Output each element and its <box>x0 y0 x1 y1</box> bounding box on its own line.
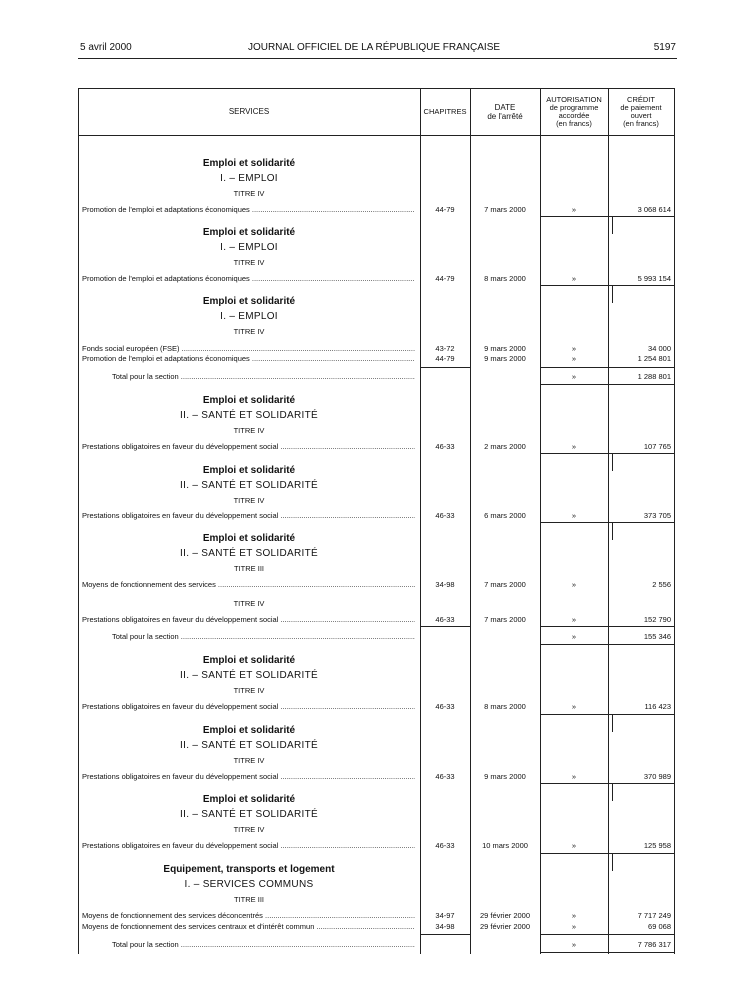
section-rule <box>540 216 675 217</box>
table-row: Prestations obligatoires en faveur du développement social ..... 46-33 2 mars 2000 » 107 765 <box>78 441 675 452</box>
section-rule <box>540 934 675 935</box>
section-heading: Emploi et solidarité II. – SANTÉ ET SOLIDARITÉ TITRE IV <box>180 725 318 765</box>
journal-title: JOURNAL OFFICIEL DE LA RÉPUBLIQUE FRANÇAISE <box>247 42 501 53</box>
table-header-border <box>78 135 675 136</box>
column-tick <box>612 714 613 732</box>
section-rule <box>540 714 675 715</box>
column-header-date: DATE de l'arrêté <box>487 102 523 121</box>
column-tick <box>612 216 613 234</box>
table-row: Prestations obligatoires en faveur du développement social ..... 46-33 9 mars 2000 » 370 989 <box>78 771 675 782</box>
table-row: Prestations obligatoires en faveur du développement social ..... 46-33 7 mars 2000 » 152 790 <box>78 614 675 625</box>
section-rule <box>540 783 675 784</box>
section-heading: Emploi et solidarité I. – EMPLOI TITRE IV <box>202 227 296 267</box>
total-rule <box>420 934 470 935</box>
column-tick <box>612 285 613 303</box>
column-header-autorisation: AUTORISATION de programme accordée (en francs) <box>546 94 602 128</box>
section-heading: Emploi et solidarité II. – SANTÉ ET SOLIDARITÉ TITRE IV <box>180 794 318 834</box>
total-row: Total pour la section ..... » 1 288 801 <box>78 371 675 382</box>
column-header-services: SERVICES <box>228 106 270 116</box>
section-rule <box>540 853 675 854</box>
section-rule <box>540 285 675 286</box>
table-row: Promotion de l'emploi et adaptations économiques ..... 44-79 9 mars 2000 » 1 254 801 <box>78 353 675 364</box>
page-date: 5 avril 2000 <box>80 42 132 53</box>
section-rule <box>540 384 675 385</box>
table-row: Prestations obligatoires en faveur du développement social ..... 46-33 10 mars 2000 » 125 958 <box>78 840 675 851</box>
page-number: 5197 <box>653 42 676 53</box>
column-divider <box>608 88 609 954</box>
total-row: Total pour la section ..... » 7 786 317 <box>78 939 675 950</box>
table-row: Moyens de fonctionnement des services ..... 34-98 7 mars 2000 » 2 556 <box>78 579 675 590</box>
table-row: Prestations obligatoires en faveur du développement social ..... 46-33 6 mars 2000 » 373 705 <box>78 510 675 521</box>
column-divider <box>420 88 421 954</box>
column-tick <box>612 522 613 540</box>
section-heading: Emploi et solidarité II. – SANTÉ ET SOLIDARITÉ TITRE IV <box>180 655 318 695</box>
column-header-chapitres: CHAPITRES <box>423 106 467 116</box>
column-tick <box>612 783 613 801</box>
section-rule <box>540 952 675 953</box>
table-row: Moyens de fonctionnement des services centraux et d'intérêt commun ..... 34-98 29 février 2000 » 69 068 <box>78 921 675 932</box>
column-divider <box>540 88 541 954</box>
column-tick <box>612 853 613 871</box>
titre-heading: TITRE IV <box>233 599 265 608</box>
table-row: Promotion de l'emploi et adaptations économiques ..... 44-79 7 mars 2000 » 3 068 614 <box>78 204 675 215</box>
table-row: Moyens de fonctionnement des services déconcentrés ..... 34-97 29 février 2000 » 7 717 249 <box>78 910 675 921</box>
total-rule <box>420 367 470 368</box>
table-row: Fonds social européen (FSE) ..... 43-72 9 mars 2000 » 34 000 <box>78 343 675 354</box>
column-header-credit: CRÉDIT de paiement ouvert (en francs) <box>620 94 662 128</box>
section-heading: Equipement, transports et logement I. – SERVICES COMMUNS TITRE III <box>163 864 335 904</box>
section-heading: Emploi et solidarité II. – SANTÉ ET SOLIDARITÉ TITRE IV <box>180 465 318 505</box>
section-heading: Emploi et solidarité II. – SANTÉ ET SOLIDARITÉ TITRE III <box>180 533 318 573</box>
section-rule <box>540 644 675 645</box>
section-heading: Emploi et solidarité I. – EMPLOI TITRE IV <box>202 296 296 336</box>
section-rule <box>540 522 675 523</box>
column-divider <box>470 88 471 954</box>
table-row: Promotion de l'emploi et adaptations économiques ..... 44-79 8 mars 2000 » 5 993 154 <box>78 273 675 284</box>
header-rule <box>78 58 677 59</box>
column-tick <box>612 453 613 471</box>
credits-table <box>78 88 675 954</box>
section-rule <box>540 367 675 368</box>
total-rule <box>420 626 470 627</box>
table-row: Prestations obligatoires en faveur du développement social ..... 46-33 8 mars 2000 » 116 423 <box>78 701 675 712</box>
section-heading: Emploi et solidarité I. – EMPLOI TITRE IV <box>202 158 296 198</box>
section-rule <box>540 453 675 454</box>
total-row: Total pour la section ..... » 155 346 <box>78 631 675 642</box>
section-rule <box>540 626 675 627</box>
section-heading: Emploi et solidarité II. – SANTÉ ET SOLIDARITÉ TITRE IV <box>180 395 318 435</box>
table-right-border <box>674 88 675 954</box>
